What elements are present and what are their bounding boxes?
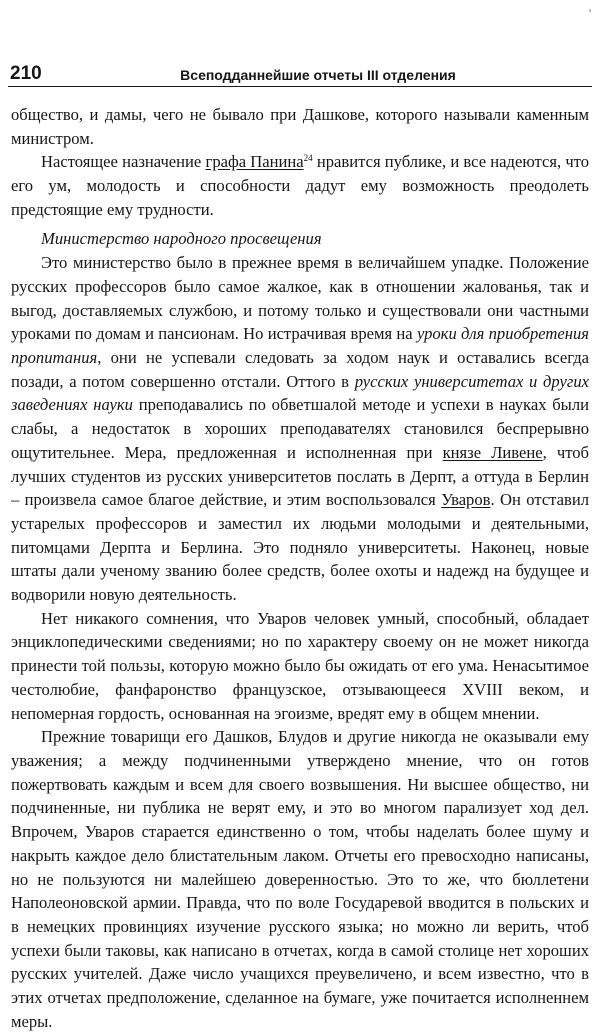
person-link-uvarov[interactable]: Уваров	[441, 490, 491, 510]
page-header	[8, 64, 592, 87]
paragraph-3	[11, 251, 589, 607]
paragraph-1	[11, 103, 589, 150]
paragraph-3-part-a: Это министерство было в прежнее время в величайшем упадке. Положение русских профессоров было самое жалкое, как в отношении жалованья, так и выгод, доставляемых службою, и потому только и существовали они частными уроками по домам и пансионам. Но истрачивая время на	[11, 253, 589, 344]
person-link-liven[interactable]: князе Ливене	[442, 442, 543, 462]
paragraph-2-before: Настоящее назначение	[41, 152, 206, 172]
paragraph-1-text: общество, и дамы, чего не бывало при Дашкове, которого называли каменным министром.	[11, 105, 589, 148]
paragraph-2-after: нравится публике, и все надеются, что его ум, молодость и способности дадут ему возможность преодолеть предстоящие ему трудности.	[11, 152, 590, 219]
corner-mark: '	[589, 6, 592, 20]
paragraph-2	[11, 150, 589, 221]
footnote-ref-24[interactable]: 24	[303, 153, 313, 164]
paragraph-3-italic-d: русских университетах и других заведениях науки	[11, 371, 589, 415]
body-text	[11, 103, 589, 1033]
paragraph-3-part-i: . Он отставил устарелых профессоров и заместил их людьми молодыми и деятельными, питомцами Дерпта и Берлина. Это подняло университеты. Наконец, новые штаты дали ученому званию более средств, более охоты и надежд на будущее и водворили новую деятельность.	[11, 490, 589, 605]
paragraph-3-part-c: , они не успевали следовать за ходом наук и оставались всегда позади, а потом совершенно отстали. Оттого в	[11, 348, 589, 391]
paragraph-3-part-e: преподавались по обветшалой методе и успехи в науках были слабы, а недостаток в хороших преподавателях становился беспрерывно ощутительнее. Мера, предложенная и исполненная при	[11, 395, 589, 462]
running-title: Всеподданнейшие отчеты III отделения	[180, 67, 456, 83]
section-heading: Министерство народного просвещения	[41, 228, 322, 248]
paragraph-3-italic-b: уроки для приобретения пропитания	[11, 324, 589, 368]
paragraph-5-text: Прежние товарищи его Дашков, Блудов и другие никогда не оказывали ему уважения; а между подчиненными утверждено мнение, что он готов пожертвовать каждым и всем для своего возвышения. Ни высшее общество, ни подчиненные, ни публика не верят ему, и это во многом парализует ход дел. Впрочем, Уваров старается единственно о том, чтобы наделать более шуму и накрыть каждое дело блистательным лаком. Отчеты его превосходно написаны, но не пользуются ни малейшею доверенностью. Это то же, что бюллетени Наполеоновской армии. Правда, что по воле Государевой вводится в польских и в немецких провинциях изучение русского языка; но можно ли верить, чтоб успехи были таковы, как написано в отчетах, когда в самой столице нет хороших русских учителей. Даже число учащихся преувеличено, и всем известно, что в этих отчетах предположение, сделанное на бумаге, уже почитается исполненнем меры.	[11, 727, 589, 1031]
page-number: 210	[10, 63, 42, 84]
paragraph-4	[11, 607, 589, 726]
person-link-panin[interactable]: графа Панина	[205, 152, 304, 172]
paragraph-4-text: Нет никакого сомнения, что Уваров человек умный, способный, обладает энциклопедическими сведениями; но по характеру своему он не может никогда принести той пользы, которую можно было бы ожидать от его ума. Ненасытимое честолюбие, фанфаронство французское, отзывающееся XVIII веком, и непомерная гордость, основанная на эгоизме, вредят ему в общем мнении.	[11, 608, 589, 723]
paragraph-5	[11, 725, 589, 1033]
paragraph-3-part-g: , чтоб лучших студентов из русских университетов послать в Дерпт, а оттуда в Берлин – произвела самое благое действие, и этим воспользовался	[11, 442, 589, 510]
